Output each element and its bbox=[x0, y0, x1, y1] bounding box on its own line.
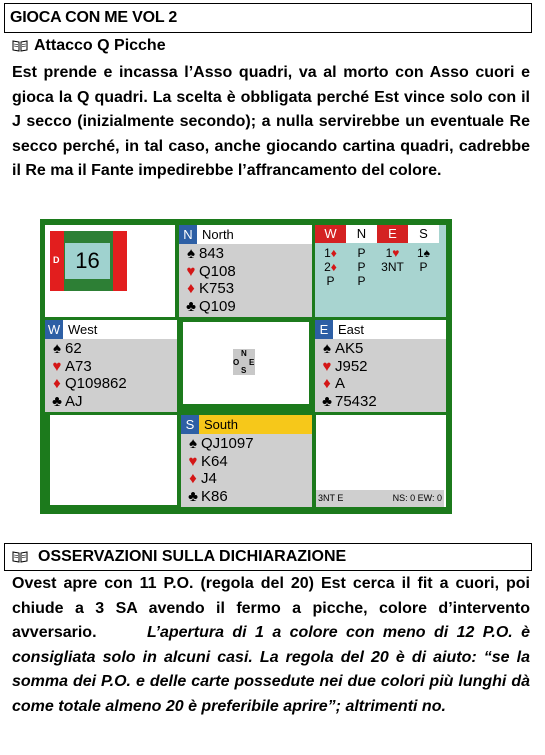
east-hand bbox=[315, 320, 446, 412]
heart-icon: ♥ bbox=[188, 452, 198, 470]
bid-header-w: W bbox=[315, 225, 346, 243]
north-hearts: Q108 bbox=[199, 262, 236, 280]
south-hand bbox=[181, 415, 312, 507]
lead-label: Attacco Q Picche bbox=[34, 37, 166, 54]
board-panel bbox=[45, 225, 175, 317]
bid-cell bbox=[315, 274, 346, 288]
bid-cell bbox=[315, 246, 346, 260]
bid-suit-icon: ♠ bbox=[423, 246, 431, 260]
north-header bbox=[179, 225, 312, 244]
bid-header-n: N bbox=[346, 225, 377, 243]
north-name: North bbox=[202, 227, 234, 242]
bid-level: 2 bbox=[324, 260, 331, 274]
club-icon: ♣ bbox=[188, 487, 198, 505]
bid-cell bbox=[408, 274, 439, 288]
club-icon: ♣ bbox=[52, 392, 62, 410]
bid-cell bbox=[408, 246, 439, 260]
heart-icon: ♥ bbox=[186, 262, 196, 280]
spade-icon: ♠ bbox=[53, 340, 61, 357]
bidding-box bbox=[315, 225, 446, 317]
heart-icon: ♥ bbox=[322, 357, 332, 375]
south-name: South bbox=[204, 417, 238, 432]
north-seat-tag: N bbox=[179, 225, 197, 244]
south-suits bbox=[185, 435, 254, 505]
east-header bbox=[315, 320, 446, 339]
west-name: West bbox=[68, 322, 98, 337]
south-hearts: K64 bbox=[201, 452, 228, 470]
bid-cell bbox=[346, 274, 377, 288]
bid-level: 1 bbox=[324, 246, 331, 260]
bid-row bbox=[315, 274, 441, 288]
heart-icon: ♥ bbox=[52, 357, 62, 375]
bid-cell bbox=[408, 260, 439, 274]
bridge-diagram bbox=[40, 219, 452, 514]
bid-level: P bbox=[357, 246, 366, 260]
result-footer bbox=[316, 490, 444, 507]
dealer-mark: D bbox=[53, 255, 60, 265]
bid-row bbox=[315, 260, 441, 274]
spade-icon: ♠ bbox=[187, 245, 195, 262]
spade-icon: ♠ bbox=[189, 435, 197, 452]
bid-cell bbox=[315, 260, 346, 274]
page-title: GIOCA CON ME VOL 2 bbox=[10, 9, 178, 26]
west-seat-tag: W bbox=[45, 320, 63, 339]
book-icon bbox=[12, 40, 28, 52]
section-title bbox=[12, 548, 346, 566]
empty-panel bbox=[50, 415, 177, 505]
board-indicator bbox=[50, 231, 127, 291]
south-clubs: K86 bbox=[201, 487, 228, 505]
compass-e: E bbox=[249, 358, 255, 367]
west-spades: 62 bbox=[65, 340, 82, 357]
vulnerable-bar-right bbox=[113, 231, 127, 291]
observations-paragraph bbox=[12, 572, 530, 719]
north-diamonds: K753 bbox=[199, 280, 235, 297]
bid-level: 1 bbox=[385, 246, 393, 260]
bid-cell bbox=[346, 246, 377, 260]
observations-italic: L’apertura di 1 a colore con meno di 12 P.O. è consigliata solo in alcuni casi. La regola del 20 è di aiuto: “se la somma dei P.O. e delle carte possedute nei due colori più lunghi dà come totale almeno 20 è preferibile aprire”; altrimenti no. bbox=[12, 624, 531, 715]
lead-line bbox=[12, 37, 166, 55]
bid-suit-icon: ♦ bbox=[330, 246, 337, 260]
diamond-icon: ♦ bbox=[53, 375, 61, 392]
north-spades: 843 bbox=[199, 245, 225, 262]
south-seat-tag: S bbox=[181, 415, 199, 434]
bidding-rows bbox=[315, 246, 441, 288]
compass-panel bbox=[183, 322, 309, 404]
north-clubs: Q109 bbox=[199, 297, 236, 315]
west-diamonds: Q109862 bbox=[65, 375, 127, 392]
diamond-icon: ♦ bbox=[189, 470, 197, 487]
east-suits bbox=[319, 340, 377, 410]
bid-header-e: E bbox=[377, 225, 408, 243]
south-header bbox=[181, 415, 312, 434]
score-text: NS: 0 EW: 0 bbox=[392, 493, 442, 503]
bid-level: P bbox=[326, 274, 335, 288]
bid-header-s: S bbox=[408, 225, 439, 243]
bid-cell bbox=[346, 260, 377, 274]
book-icon bbox=[12, 551, 28, 563]
west-clubs: AJ bbox=[65, 392, 83, 410]
bid-level: 3NT bbox=[381, 260, 404, 274]
east-clubs: 75432 bbox=[335, 392, 377, 410]
bid-row bbox=[315, 246, 441, 260]
south-diamonds: J4 bbox=[201, 470, 217, 487]
observations-normal: Ovest apre con 11 P.O. (regola del 20) Est cerca il fit a cuori, poi chiude a 3 SA avendo il fermo a picche, colore d’intervento avversario. bbox=[12, 575, 530, 641]
compass-n: N bbox=[241, 349, 247, 358]
contract-text: 3NT E bbox=[318, 493, 344, 503]
west-hearts: A73 bbox=[65, 357, 92, 375]
compass-o: O bbox=[233, 358, 240, 367]
west-hand bbox=[45, 320, 177, 412]
north-hand bbox=[179, 225, 312, 317]
club-icon: ♣ bbox=[322, 392, 332, 410]
east-name: East bbox=[338, 322, 365, 337]
west-suits bbox=[49, 340, 127, 410]
west-header bbox=[45, 320, 177, 339]
bid-level: 1 bbox=[416, 246, 424, 260]
diamond-icon: ♦ bbox=[323, 375, 331, 392]
compass-icon bbox=[233, 349, 255, 375]
result-panel bbox=[316, 415, 446, 507]
analysis-paragraph: Est prende e incassa l’Asso quadri, va al morto con Asso cuori e gioca la Q quadri. La scelta è obbligata perché Est vince solo con il J secco (inizialmente secondo); a nulla servirebbe un eventuale Re secco perché, in tal caso, anche giocando cartina quadri, cadrebbe il Re ma il Fante impedirebbe l’affrancamento del colore. bbox=[12, 64, 530, 179]
section-title-text: OSSERVAZIONI SULLA DICHIARAZIONE bbox=[38, 548, 347, 565]
diamond-icon: ♦ bbox=[187, 280, 195, 297]
bid-suit-icon: ♥ bbox=[392, 246, 400, 260]
bid-level: P bbox=[419, 260, 428, 274]
bid-cell bbox=[377, 274, 408, 288]
club-icon: ♣ bbox=[186, 297, 196, 315]
bid-suit-icon: ♦ bbox=[330, 260, 337, 274]
spade-icon: ♠ bbox=[323, 340, 331, 357]
bid-cell bbox=[377, 246, 408, 260]
board-number: 16 bbox=[65, 243, 110, 279]
north-suits bbox=[183, 245, 236, 315]
south-spades: QJ1097 bbox=[201, 435, 254, 452]
east-hearts: J952 bbox=[335, 357, 368, 375]
bidding-header bbox=[315, 225, 441, 243]
east-spades: AK5 bbox=[335, 340, 364, 357]
east-diamonds: A bbox=[335, 375, 346, 392]
bid-level: P bbox=[357, 260, 366, 274]
bid-cell bbox=[377, 260, 408, 274]
east-seat-tag: E bbox=[315, 320, 333, 339]
bid-level: P bbox=[357, 274, 366, 288]
compass-s: S bbox=[241, 366, 247, 375]
